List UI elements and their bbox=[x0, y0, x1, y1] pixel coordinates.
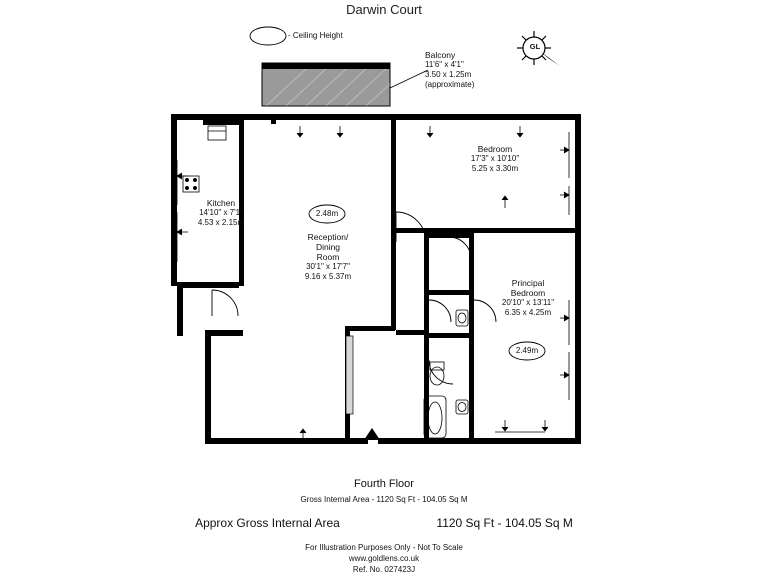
principal-name-2: Bedroom bbox=[510, 288, 546, 298]
legend-oval bbox=[250, 27, 286, 45]
reception-name-2: Dining bbox=[315, 242, 341, 252]
disclaimer-line-1: For Illustration Purposes Only - Not To Scale bbox=[305, 543, 463, 552]
principal-name-1: Principal bbox=[511, 278, 545, 288]
reception-dim-metric: 9.16 x 5.37m bbox=[304, 272, 352, 281]
compass-label: GL bbox=[529, 42, 541, 51]
legend-label: - Ceiling Height bbox=[288, 31, 343, 40]
bedroom-name: Bedroom bbox=[477, 144, 513, 154]
ceiling-height-principal: 2.49m bbox=[515, 346, 539, 355]
balcony-dim-imperial: 11'6" x 4'1" bbox=[425, 60, 464, 69]
kitchen-name: Kitchen bbox=[206, 198, 236, 208]
reception-name-1: Reception/ bbox=[307, 232, 349, 242]
room-label-principal-bedroom bbox=[478, 278, 578, 318]
bedroom-dim-imperial: 17'3" x 10'10" bbox=[470, 154, 520, 163]
ceiling-height-reception: 2.48m bbox=[315, 209, 339, 218]
website-link[interactable]: www.goldlens.co.uk bbox=[348, 554, 420, 563]
reception-dim-imperial: 30'1" x 17'7" bbox=[306, 262, 350, 271]
summary-label: Approx Gross Internal Area bbox=[195, 516, 340, 530]
room-label-kitchen bbox=[173, 198, 269, 228]
balcony-name: Balcony bbox=[425, 50, 456, 60]
page-title: Darwin Court bbox=[346, 2, 422, 17]
floor-name: Fourth Floor bbox=[354, 478, 414, 490]
principal-dim-imperial: 20'10" x 13'11" bbox=[501, 298, 555, 307]
kitchen-dim-metric: 4.53 x 2.15m bbox=[197, 218, 245, 227]
room-label-reception bbox=[282, 232, 374, 282]
reference-number: Ref. No. 027423J bbox=[352, 565, 416, 574]
kitchen-dim-imperial: 14'10" x 7'1" bbox=[199, 208, 243, 217]
bedroom-dim-metric: 5.25 x 3.30m bbox=[471, 164, 519, 173]
summary-value: 1120 Sq Ft - 104.05 Sq M bbox=[436, 516, 573, 530]
balcony-note: (approximate) bbox=[425, 80, 475, 89]
summary-row bbox=[0, 516, 768, 530]
principal-dim-metric: 6.35 x 4.25m bbox=[504, 308, 552, 317]
room-label-bedroom bbox=[440, 144, 550, 174]
floor-area: Gross Internal Area - 1120 Sq Ft - 104.05 Sq M bbox=[300, 495, 468, 504]
room-label-balcony bbox=[425, 50, 535, 90]
reception-name-3: Room bbox=[316, 252, 340, 262]
balcony-dim-metric: 3.50 x 1.25m bbox=[425, 70, 472, 79]
